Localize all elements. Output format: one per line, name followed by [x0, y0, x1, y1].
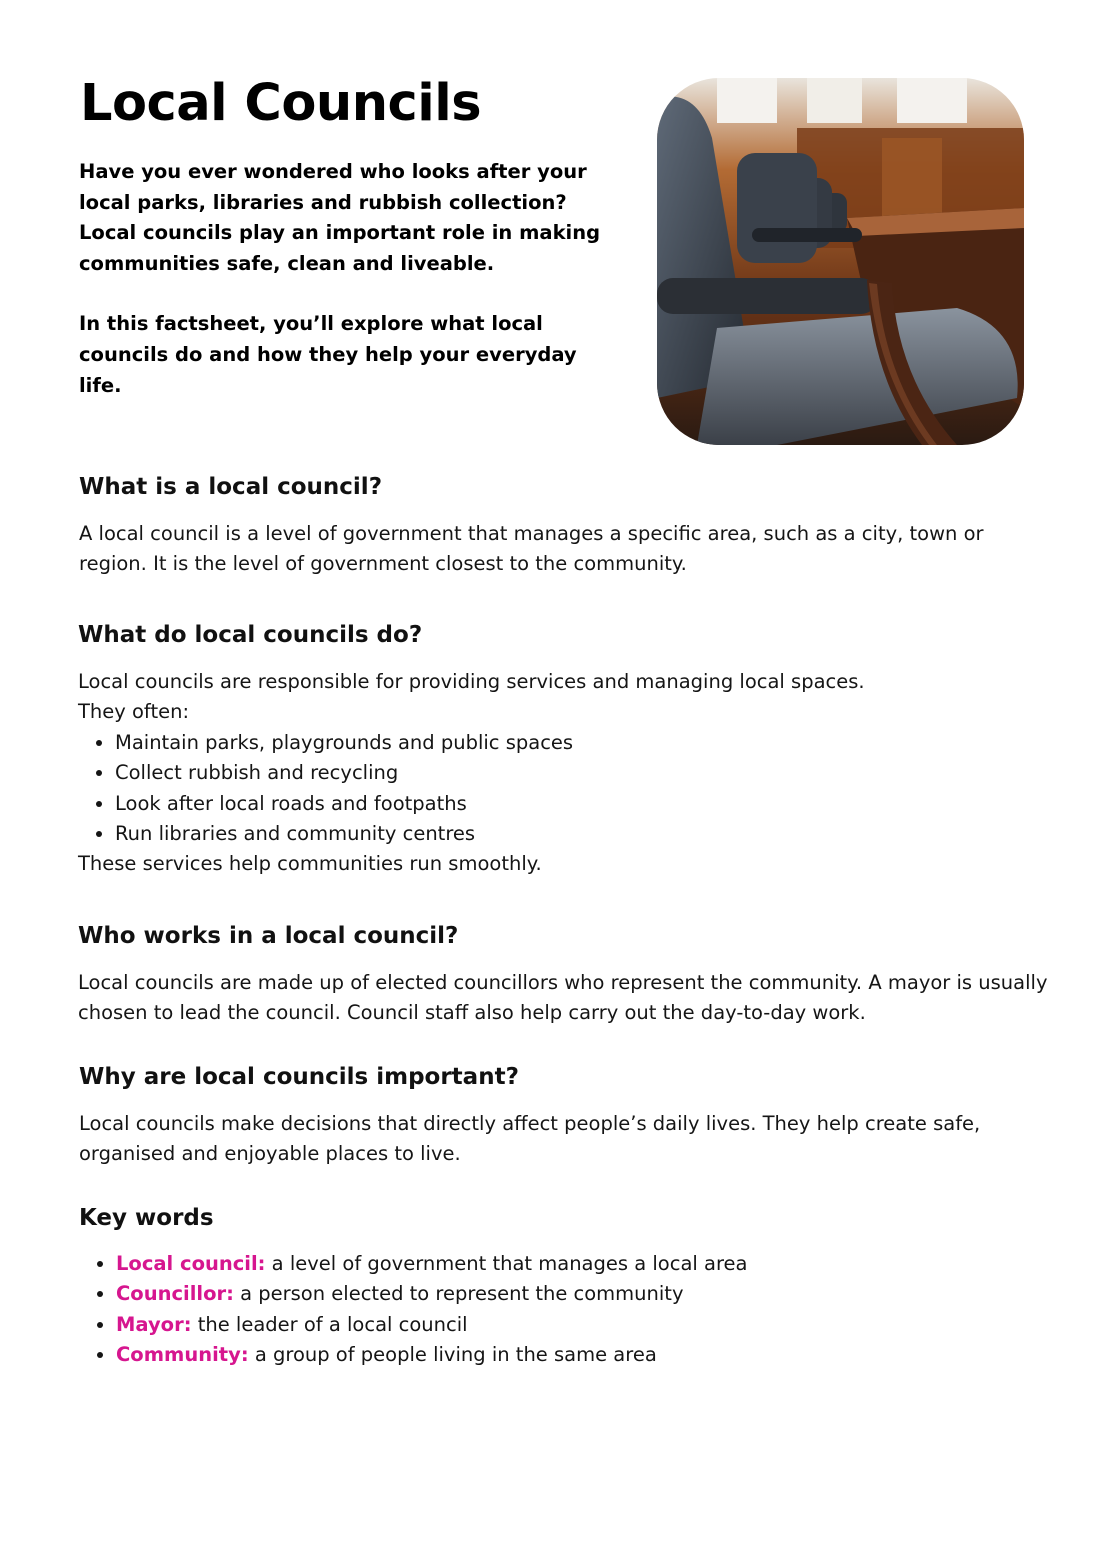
key-word-definition: a person elected to represent the community [233, 1282, 684, 1306]
key-word-term: Councillor: [116, 1282, 234, 1306]
who-works-body [78, 968, 1048, 1029]
list-item [116, 1279, 1039, 1309]
list-item: • Maintain parks, playgrounds and public spaces [115, 728, 1038, 758]
intro-paragraph-2: In this factsheet, you’ll explore what local councils do and how they help your everyday life. [79, 312, 577, 397]
key-words-list [79, 1249, 1039, 1371]
services-list [78, 728, 1038, 850]
list-item: • Run libraries and community centres [115, 819, 1038, 849]
what-do-body [78, 667, 1038, 880]
list-item: • Collect rubbish and recycling [115, 758, 1038, 788]
why-important-text: Local councils make decisions that directly affect people’s daily lives. They help create safe, organised and enjoyable places to live. [79, 1112, 981, 1166]
why-important-body [79, 1109, 1039, 1170]
heading-why-important: Why are local councils important? [79, 1064, 519, 1090]
heading-what-do: What do local councils do? [78, 622, 423, 648]
key-word-term: Mayor: [116, 1312, 192, 1336]
key-words-body [79, 1249, 1039, 1371]
heading-what-is: What is a local council? [79, 474, 383, 500]
key-word-term: Community: [116, 1343, 249, 1367]
who-works-text: Local councils are made up of elected councillors who represent the community. A mayor is usually chosen to lead the council. Council staff also help carry out the day-to-day work. [78, 971, 1048, 1025]
what-is-text: A local council is a level of government that manages a specific area, such as a city, town or region. It is the level of government closest to the community. [79, 522, 984, 576]
council-chamber-photo [657, 78, 1024, 445]
intro-paragraph-1: Have you ever wondered who looks after your local parks, libraries and rubbish collection? Local councils play an important role in making communities safe, clean and liveable. [79, 160, 601, 275]
key-word-definition: a level of government that manages a local area [265, 1252, 748, 1275]
key-word-definition: the leader of a local council [191, 1312, 468, 1336]
list-item: • Look after local roads and footpaths [115, 789, 1038, 819]
heading-who-works: Who works in a local council? [78, 923, 459, 949]
heading-key-words: Key words [79, 1205, 214, 1231]
key-word-definition: a group of people living in the same area [248, 1343, 657, 1367]
what-is-body [79, 519, 1039, 580]
list-item [116, 1310, 1039, 1340]
intro [79, 157, 619, 401]
list-item [116, 1249, 1039, 1279]
page-title: Local Councils [80, 74, 482, 133]
list-item [116, 1340, 1039, 1370]
what-do-text-1: Local councils are responsible for providing services and managing local spaces. [78, 670, 865, 693]
key-word-term: Local council: [116, 1252, 266, 1275]
what-do-text-after: These services help communities run smoothly. [78, 852, 542, 876]
what-do-text-2: They often: [78, 700, 190, 724]
